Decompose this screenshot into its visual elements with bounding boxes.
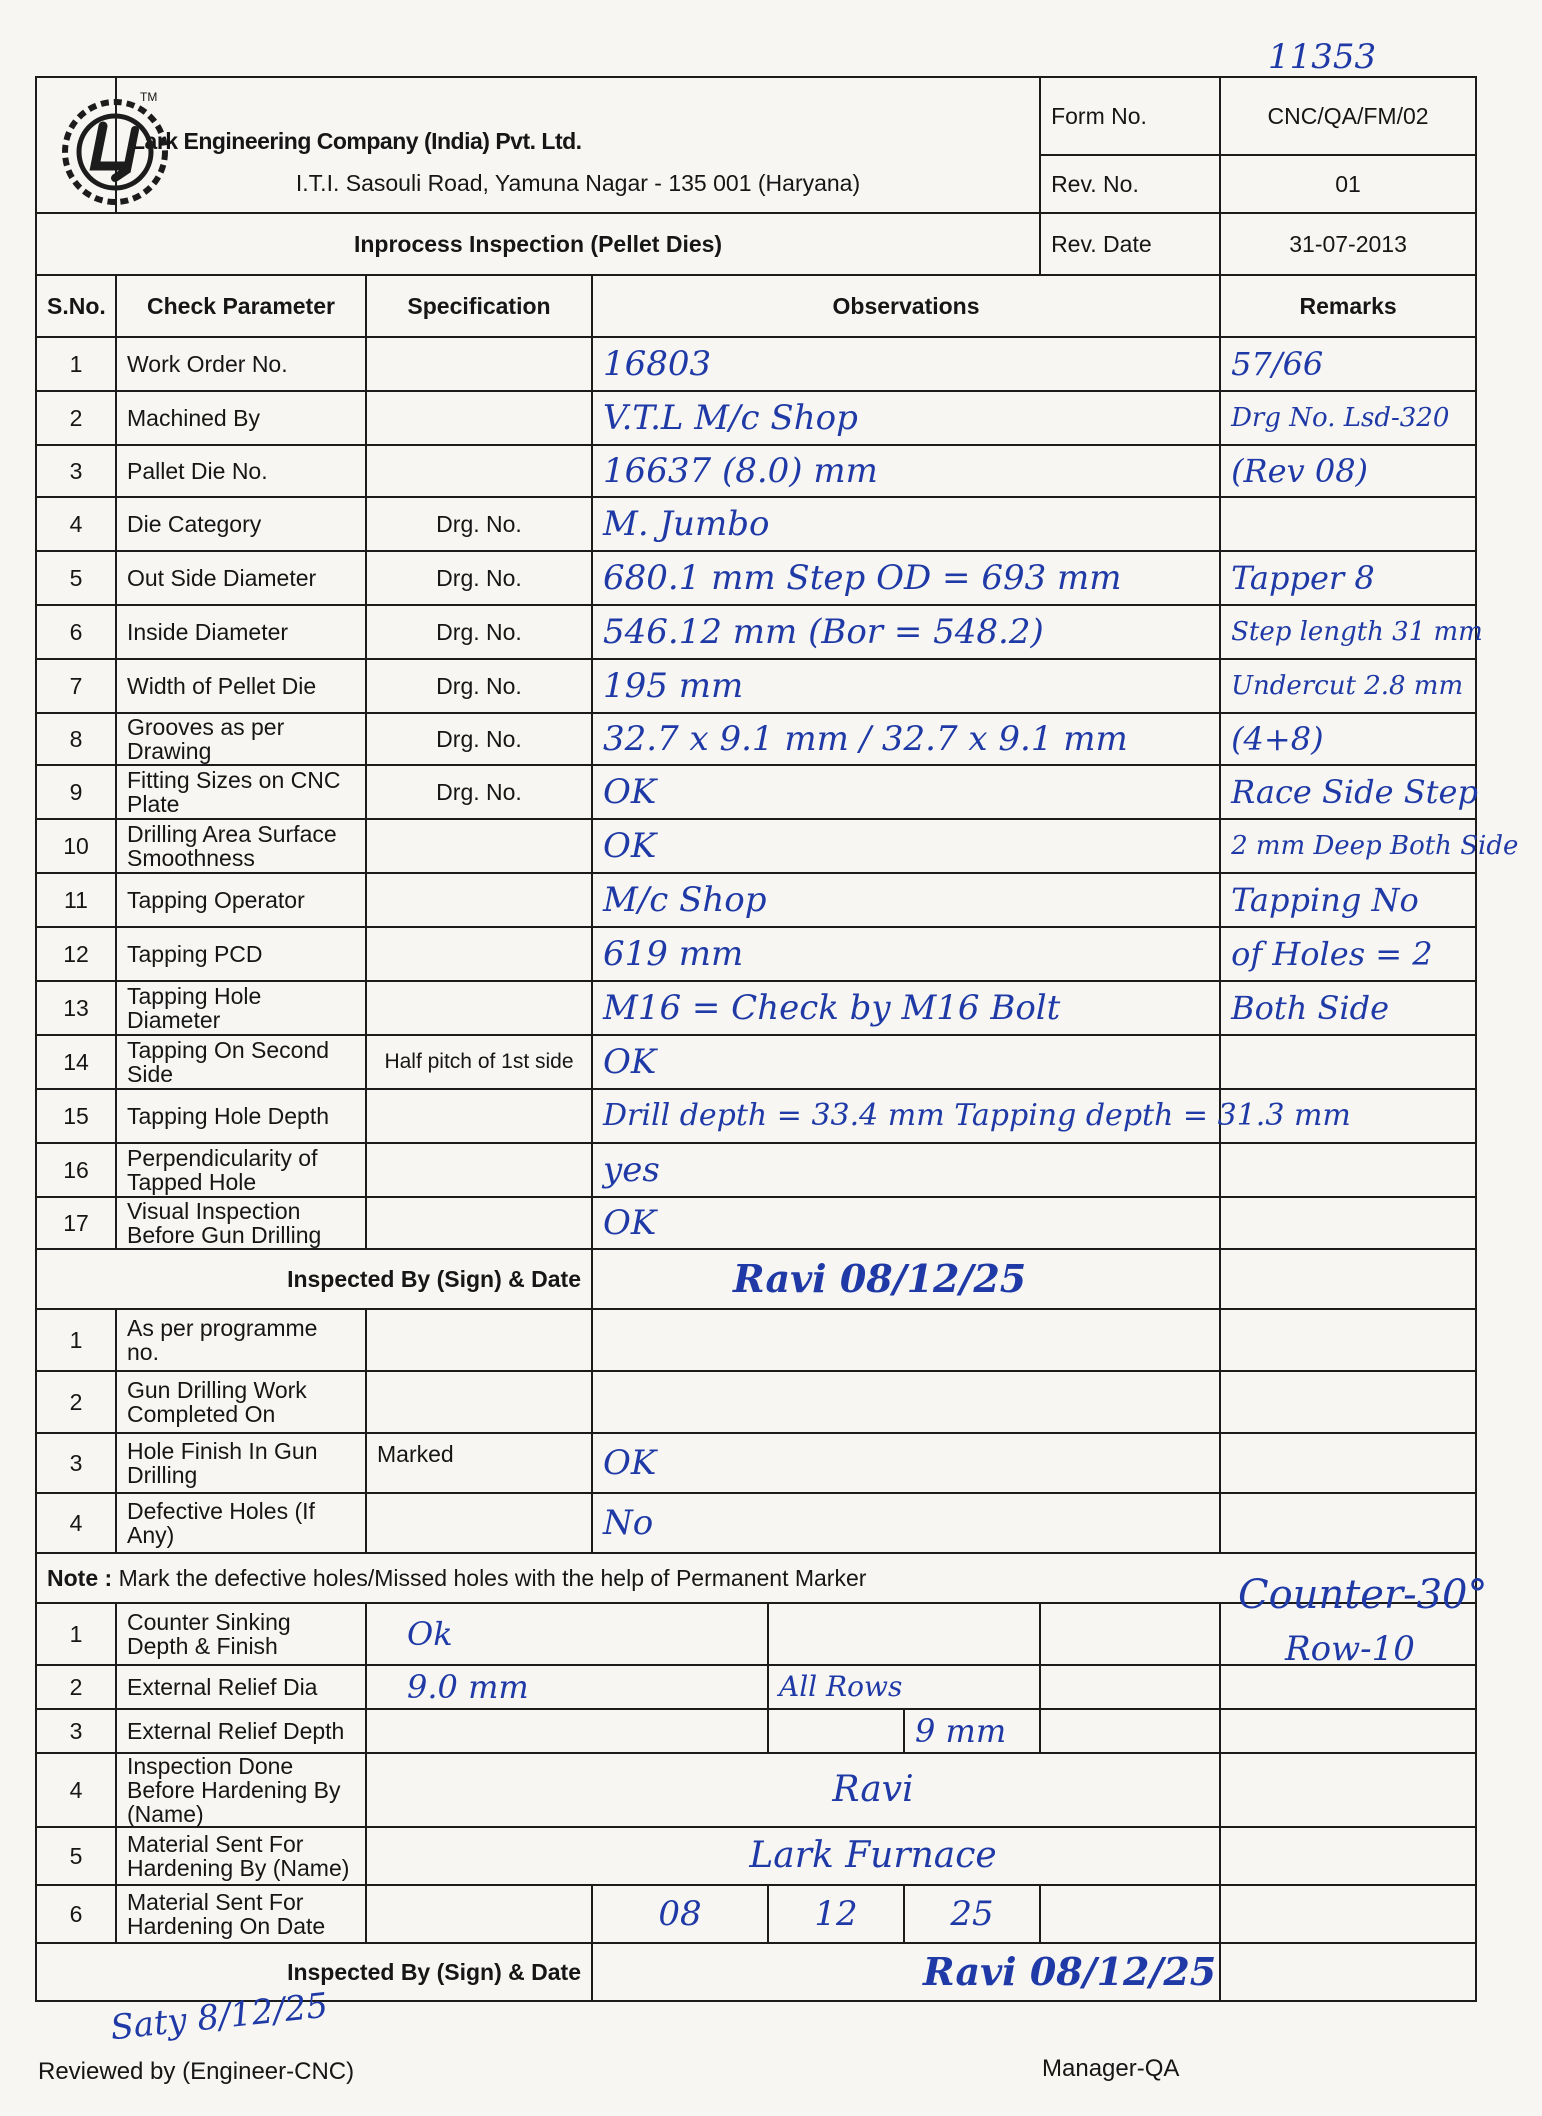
row-value xyxy=(366,1827,1220,1885)
remark-value: Drg No. Lsd-320 xyxy=(1231,403,1450,433)
row-remark xyxy=(1220,1885,1476,1943)
row-specification xyxy=(366,981,592,1035)
row-sno: 4 xyxy=(36,497,116,551)
row-observation xyxy=(592,1493,1220,1553)
inspection-row xyxy=(36,551,1476,605)
row-parameter: Defective Holes (If Any) xyxy=(116,1493,366,1553)
row-specification: Marked xyxy=(366,1433,592,1493)
hardening-row xyxy=(36,1709,1476,1753)
inspection-row xyxy=(36,1197,1476,1249)
row-specification xyxy=(366,337,592,391)
note-label: Note : xyxy=(47,1564,113,1591)
row-remark xyxy=(1220,1827,1476,1885)
observation-value: OK xyxy=(603,772,657,812)
row-observation xyxy=(592,1433,1220,1493)
row-parameter: As per programme no. xyxy=(116,1309,366,1371)
hardening-month: 12 xyxy=(814,1894,858,1935)
reviewer-signature: Saty 8/12/25 xyxy=(108,1985,330,2049)
hardening-day: 08 xyxy=(658,1894,702,1935)
remark-value: (4+8) xyxy=(1231,720,1324,758)
hardening-row xyxy=(36,1753,1476,1827)
row-sno: 3 xyxy=(36,1433,116,1493)
row-sno: 8 xyxy=(36,713,116,765)
row-parameter: Visual Inspection Before Gun Drilling xyxy=(116,1197,366,1249)
remark-value: Both Side xyxy=(1231,989,1390,1027)
row-blank xyxy=(1040,1709,1220,1753)
row-value xyxy=(366,1753,1220,1827)
inspector-signature-2: Ravi 08/12/25 xyxy=(923,1949,1217,1995)
observation-value: M16 = Check by M16 Bolt xyxy=(603,988,1061,1028)
row-observation xyxy=(592,659,1220,713)
row-remark xyxy=(1220,551,1476,605)
row-sno: 16 xyxy=(36,1143,116,1197)
col-sno: S.No. xyxy=(36,275,116,337)
row-observation xyxy=(592,337,1220,391)
hardening-extra: All Rows xyxy=(779,1670,903,1703)
observation-value: yes xyxy=(603,1150,660,1190)
observation-value: 16803 xyxy=(603,344,712,384)
row-blank xyxy=(1040,1603,1220,1665)
row-remark: Row-10 xyxy=(1285,1629,1415,1669)
row-remark xyxy=(1220,819,1519,873)
row-observation xyxy=(592,391,1220,445)
row-observation xyxy=(592,497,1220,551)
row-remark xyxy=(1220,1493,1476,1553)
observation-value: Drill depth = 33.4 mm Tapping depth = 31.3 mm xyxy=(603,1098,1351,1133)
observation-value: OK xyxy=(603,826,657,866)
row-blank xyxy=(366,1885,592,1943)
row-observation xyxy=(592,873,1220,927)
observation-value: OK xyxy=(603,1443,657,1483)
inspected-by-value-2 xyxy=(592,1943,1220,2001)
col-remarks: Remarks xyxy=(1220,275,1476,337)
inspection-row xyxy=(36,1035,1476,1089)
row-parameter: External Relief Dia xyxy=(116,1665,366,1709)
row-specification xyxy=(366,1309,592,1371)
row-specification xyxy=(366,927,592,981)
row-remark xyxy=(1220,873,1476,927)
row-specification xyxy=(366,1143,592,1197)
inspection-row xyxy=(36,659,1476,713)
row-specification: Drg. No. xyxy=(366,551,592,605)
inspection-row xyxy=(36,445,1476,497)
row-remark xyxy=(1220,605,1483,659)
row-value xyxy=(904,1709,1040,1753)
row-parameter: Hole Finish In Gun Drilling xyxy=(116,1433,366,1493)
row-remark xyxy=(1220,765,1476,819)
inspected-by-label: Inspected By (Sign) & Date xyxy=(36,1249,592,1309)
hardening-row xyxy=(36,1827,1476,1885)
trademark: TM xyxy=(140,90,158,104)
row-sno: 15 xyxy=(36,1089,116,1143)
row-year xyxy=(904,1885,1040,1943)
row-observation xyxy=(592,981,1220,1035)
row-month xyxy=(768,1885,904,1943)
remark-value: Step length 31 mm xyxy=(1231,617,1483,647)
row-parameter: Tapping Hole Diameter xyxy=(116,981,366,1035)
gun-drill-row xyxy=(36,1371,1476,1433)
remark-value: Undercut 2.8 mm xyxy=(1231,671,1464,701)
document-number: 11353 xyxy=(1268,37,1377,77)
row-specification: Drg. No. xyxy=(366,497,592,551)
row-day xyxy=(592,1885,768,1943)
row-remark xyxy=(1220,1709,1476,1753)
row-observation xyxy=(592,551,1220,605)
inspection-row xyxy=(36,1143,1476,1197)
row-sno: 6 xyxy=(36,605,116,659)
row-extra xyxy=(768,1665,1040,1709)
row-sno: 10 xyxy=(36,819,116,873)
counter-remark: Counter-30° xyxy=(1238,1572,1488,1618)
row-parameter: Drilling Area Surface Smoothness xyxy=(116,819,366,873)
row-sno: 3 xyxy=(36,1709,116,1753)
row-sno: 11 xyxy=(36,873,116,927)
row-specification: Drg. No. xyxy=(366,659,592,713)
row-parameter: Grooves as per Drawing xyxy=(116,713,366,765)
row-parameter: External Relief Depth xyxy=(116,1709,366,1753)
hardening-value: 9.0 mm xyxy=(407,1668,529,1706)
row-specification xyxy=(366,873,592,927)
rev-date-label: Rev. Date xyxy=(1040,213,1220,275)
row-observation xyxy=(592,765,1220,819)
inspection-row xyxy=(36,605,1476,659)
manager-qa-label: Manager-QA xyxy=(1042,2055,1180,2082)
row-remark xyxy=(1220,1665,1476,1709)
inspector-signature: Ravi 08/12/25 xyxy=(733,1256,1027,1301)
row-sno: 14 xyxy=(36,1035,116,1089)
row-sno: 7 xyxy=(36,659,116,713)
row-blank xyxy=(366,1709,768,1753)
row-specification xyxy=(366,1493,592,1553)
inspected-by-remark xyxy=(1220,1249,1476,1309)
col-parameter: Check Parameter xyxy=(116,275,366,337)
row-remark xyxy=(1220,927,1476,981)
row-sno: 12 xyxy=(36,927,116,981)
row-remark xyxy=(1220,981,1476,1035)
gun-drill-row xyxy=(36,1433,1476,1493)
row-parameter: Die Category xyxy=(116,497,366,551)
row-remark xyxy=(1220,713,1476,765)
observation-value: No xyxy=(603,1503,654,1543)
row-parameter: Material Sent For Hardening By (Name) xyxy=(116,1827,366,1885)
row-specification: Half pitch of 1st side xyxy=(366,1035,592,1089)
hardening-value: Ravi xyxy=(832,1769,914,1811)
row-sno: 6 xyxy=(36,1885,116,1943)
row-remark xyxy=(1220,659,1476,713)
row-observation xyxy=(592,1143,1220,1197)
row-sno: 2 xyxy=(36,1665,116,1709)
gun-drill-row xyxy=(36,1493,1476,1553)
remark-value: Race Side Step xyxy=(1231,773,1478,811)
row-observation xyxy=(592,1371,1220,1433)
hardening-year: 25 xyxy=(950,1894,994,1935)
row-specification: Drg. No. xyxy=(366,605,592,659)
row-remark xyxy=(1220,337,1476,391)
row-observation xyxy=(592,1035,1220,1089)
row-sno: 1 xyxy=(36,1603,116,1665)
row-remark xyxy=(1220,497,1476,551)
remark-value: Tapping No xyxy=(1231,881,1419,919)
row-parameter: Inside Diameter xyxy=(116,605,366,659)
row-parameter: Inspection Done Before Hardening By (Name) xyxy=(116,1753,366,1827)
inspection-row xyxy=(36,873,1476,927)
row-parameter: Perpendicularity of Tapped Hole xyxy=(116,1143,366,1197)
hardening-row xyxy=(36,1885,1476,1943)
inspection-row xyxy=(36,1089,1476,1143)
row-parameter: Fitting Sizes on CNC Plate xyxy=(116,765,366,819)
company-logo-icon xyxy=(55,92,175,212)
row-parameter: Machined By xyxy=(116,391,366,445)
company-name: Lark Engineering Company (India) Pvt. Ltd. xyxy=(116,77,1040,155)
row-sno: 1 xyxy=(36,1309,116,1371)
row-sno: 1 xyxy=(36,337,116,391)
row-observation xyxy=(592,1089,1351,1143)
hardening-value: Ok xyxy=(407,1615,453,1653)
row-sno: 13 xyxy=(36,981,116,1035)
observation-value: V.T.L M/c Shop xyxy=(603,398,858,438)
form-no-value: CNC/QA/FM/02 xyxy=(1220,77,1476,155)
rev-no-label: Rev. No. xyxy=(1040,155,1220,213)
row-observation xyxy=(592,605,1220,659)
observation-value: OK xyxy=(603,1042,657,1082)
row-specification xyxy=(366,445,592,497)
row-specification xyxy=(366,819,592,873)
rev-no-value: 01 xyxy=(1220,155,1476,213)
inspection-row xyxy=(36,819,1476,873)
row-sno: 5 xyxy=(36,551,116,605)
inspection-form xyxy=(35,76,1519,2002)
inspection-row xyxy=(36,981,1476,1035)
row-remark xyxy=(1220,1371,1476,1433)
row-parameter: Pallet Die No. xyxy=(116,445,366,497)
row-observation xyxy=(592,1197,1220,1249)
remark-value: Tapper 8 xyxy=(1231,559,1375,597)
row-blank xyxy=(1040,1665,1220,1709)
row-parameter: Tapping Operator xyxy=(116,873,366,927)
remark-value: 57/66 xyxy=(1231,345,1324,383)
row-sno: 2 xyxy=(36,1371,116,1433)
observation-value: M/c Shop xyxy=(603,880,767,920)
row-parameter: Tapping PCD xyxy=(116,927,366,981)
observation-value: 546.12 mm (Bor = 548.2) xyxy=(603,612,1044,652)
row-parameter: Gun Drilling Work Completed On xyxy=(116,1371,366,1433)
col-observations: Observations xyxy=(592,275,1220,337)
gun-drill-row xyxy=(36,1309,1476,1371)
row-observation xyxy=(592,445,1220,497)
row-remark xyxy=(1220,445,1476,497)
inspection-row xyxy=(36,927,1476,981)
row-value xyxy=(366,1603,768,1665)
observation-value: 16637 (8.0) mm xyxy=(603,451,878,491)
company-address: I.T.I. Sasouli Road, Yamuna Nagar - 135 001 (Haryana) xyxy=(116,155,1040,213)
inspection-row xyxy=(36,765,1476,819)
row-sno: 5 xyxy=(36,1827,116,1885)
row-parameter: Tapping Hole Depth xyxy=(116,1089,366,1143)
row-remark xyxy=(1220,1143,1476,1197)
row-parameter: Material Sent For Hardening On Date xyxy=(116,1885,366,1943)
row-remark xyxy=(1220,1197,1476,1249)
inspection-row xyxy=(36,497,1476,551)
row-observation xyxy=(592,713,1220,765)
row-specification: Drg. No. xyxy=(366,713,592,765)
row-parameter: Counter Sinking Depth & Finish xyxy=(116,1603,366,1665)
form-title: Inprocess Inspection (Pellet Dies) xyxy=(36,213,1040,275)
row-specification xyxy=(366,1371,592,1433)
remark-value: (Rev 08) xyxy=(1231,452,1369,490)
row-observation xyxy=(592,1309,1220,1371)
row-observation xyxy=(592,927,1220,981)
inspection-row xyxy=(36,391,1476,445)
row-specification xyxy=(366,391,592,445)
row-value xyxy=(366,1665,768,1709)
row-extra xyxy=(768,1603,1040,1665)
remark-value: 2 mm Deep Both Side xyxy=(1231,831,1519,861)
row-observation xyxy=(592,819,1220,873)
row-remark xyxy=(1220,1309,1476,1371)
row-parameter: Tapping On Second Side xyxy=(116,1035,366,1089)
hardening-value: 9 mm xyxy=(915,1712,1007,1750)
row-specification xyxy=(366,1197,592,1249)
row-sno: 9 xyxy=(36,765,116,819)
row-specification xyxy=(366,1089,592,1143)
inspected-by-value xyxy=(592,1249,1220,1309)
row-remark xyxy=(1220,1753,1476,1827)
reviewed-by-label: Reviewed by (Engineer-CNC) xyxy=(38,2058,355,2085)
row-parameter: Work Order No. xyxy=(116,337,366,391)
row-parameter: Width of Pellet Die xyxy=(116,659,366,713)
observation-value: 619 mm xyxy=(603,934,744,974)
row-remark xyxy=(1220,1433,1476,1493)
inspected-by-remark-2 xyxy=(1220,1943,1476,2001)
inspected-by-label-2: Inspected By (Sign) & Date xyxy=(36,1943,592,2001)
remark-value: of Holes = 2 xyxy=(1231,935,1433,973)
row-blank xyxy=(768,1709,904,1753)
row-parameter: Out Side Diameter xyxy=(116,551,366,605)
row-remark xyxy=(1220,391,1476,445)
row-sno: 4 xyxy=(36,1753,116,1827)
row-sno: 2 xyxy=(36,391,116,445)
row-sno: 17 xyxy=(36,1197,116,1249)
row-sno: 4 xyxy=(36,1493,116,1553)
row-sno: 3 xyxy=(36,445,116,497)
hardening-value: Lark Furnace xyxy=(749,1835,997,1877)
observation-value: M. Jumbo xyxy=(603,504,770,544)
inspection-row xyxy=(36,337,1476,391)
inspection-row xyxy=(36,713,1476,765)
observation-value: 680.1 mm Step OD = 693 mm xyxy=(603,558,1122,598)
row-specification: Drg. No. xyxy=(366,765,592,819)
row-blank xyxy=(1040,1885,1220,1943)
observation-value: 195 mm xyxy=(603,666,744,706)
col-specification: Specification xyxy=(366,275,592,337)
form-no-label: Form No. xyxy=(1040,77,1220,155)
hardening-row xyxy=(36,1665,1476,1709)
observation-value: OK xyxy=(603,1203,657,1243)
rev-date-value: 31-07-2013 xyxy=(1220,213,1476,275)
row-remark xyxy=(1220,1035,1476,1089)
observation-value: 32.7 x 9.1 mm / 32.7 x 9.1 mm xyxy=(603,719,1128,759)
note-text: Mark the defective holes/Missed holes with the help of Permanent Marker xyxy=(118,1564,867,1591)
